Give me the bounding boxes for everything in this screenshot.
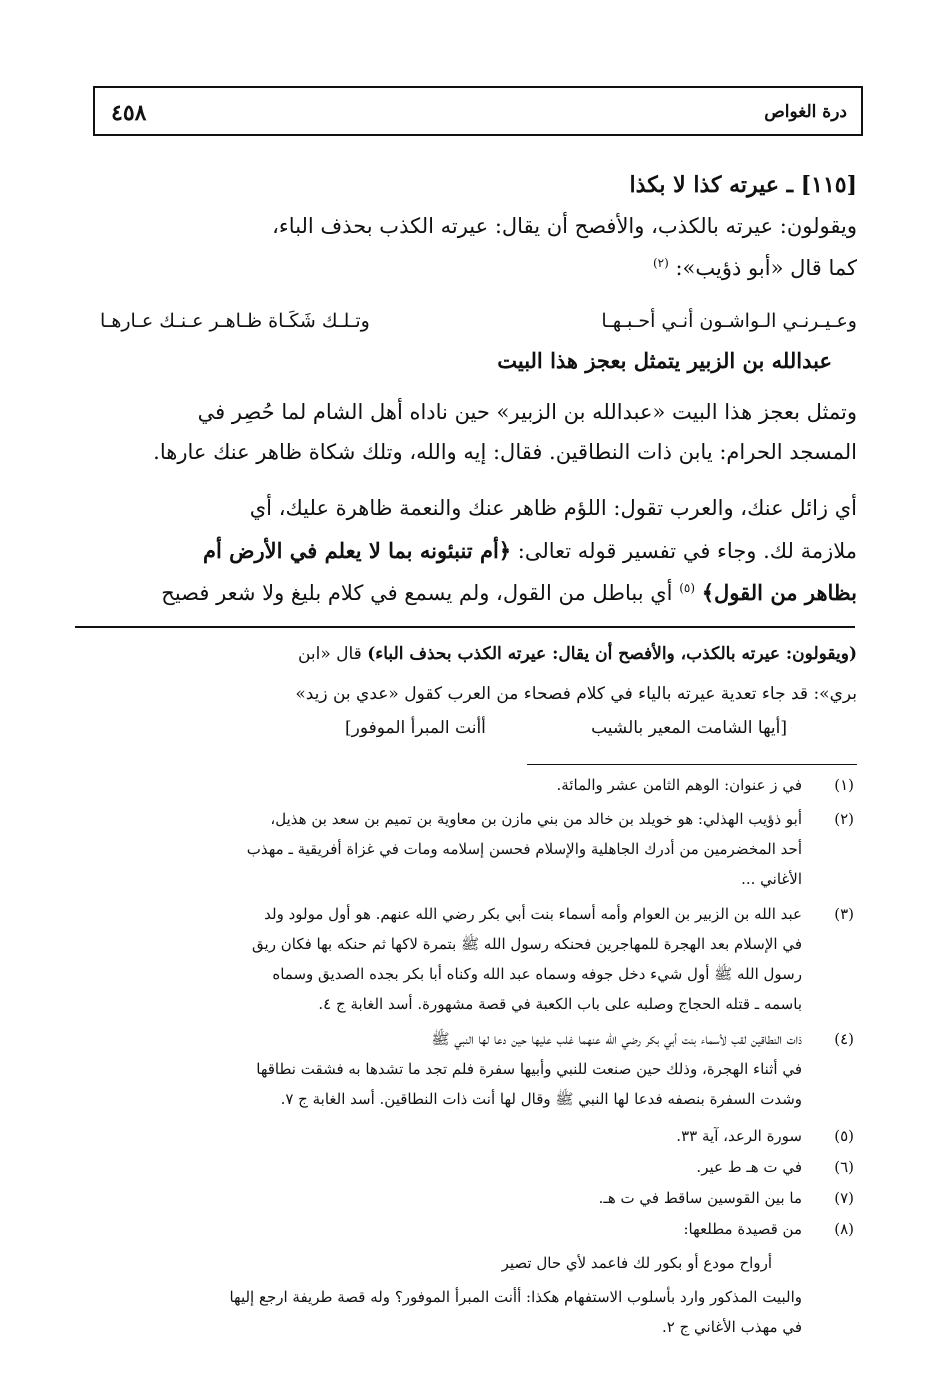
footnote-text: ذات النطاقين لقب لأسماء بنت أبي بكر رضي الله عنهما غلب عليها حين دعا لها النبي ﷺ xyxy=(431,1030,802,1048)
footnote-text: في أثناء الهجرة، وذلك حين صنعت للنبي وأبيها سفرة فلم تجد ما تشدها به فشقت نطاقها xyxy=(256,1060,802,1078)
footnote-text: رسول الله ﷺ أول شيء دخل جوفه وسماه عبد الله وكناه أبا بكر بجده الصديق وسماه xyxy=(272,965,802,983)
verse-first-hemistich: وعـيـرنـي الـواشـون أنـي أحـبـهـا xyxy=(601,310,857,332)
footnote-text: والبيت المذكور وارد بأسلوب الاستفهام هكذا: أأنت المبرأ الموفور؟ وله قصة طريفة ارجع إليها xyxy=(229,1288,802,1306)
footnote-number: (٤) xyxy=(834,1030,854,1048)
footnote-text: الأغاني ... xyxy=(741,870,802,888)
subheading: عبدالله بن الزبير يتمثل بعجز هذا البيت xyxy=(497,348,832,373)
footnote-number: (٣) xyxy=(834,905,854,923)
section-title: [١١٥] ـ عيرته كذا لا بكذا xyxy=(629,172,857,198)
body-line: بظاهر من القول﴾ $^{(٥)}$ أي بباطل من القول، ولم يسمع في كلام بليغ ولا شعر فصيح xyxy=(161,580,857,605)
body-line: ويقولون: عيرته بالكذب، والأفصح أن يقال: عيرته الكذب بحذف الباء، xyxy=(272,214,857,238)
footnote-verse: أرواح مودع أو بكور لك فاعمد لأي حال تصير xyxy=(501,1254,772,1272)
footnote-text: وشدت السفرة بنصفه فدعا لها النبي ﷺ وقال لها أنت ذات النطاقين. أسد الغابة ج ٧. xyxy=(280,1090,802,1108)
footnote-text: في ت هـ ط عير. xyxy=(696,1158,802,1176)
footnote-marker[interactable]: (٢) xyxy=(652,256,669,270)
footnote-text: باسمه ـ قتله الحجاج وصلبه على باب الكعبة في قصة مشهورة. أسد الغابة ج ٤. xyxy=(318,995,802,1013)
body-line: وتمثل بعجز هذا البيت «عبدالله بن الزبير» حين ناداه أهل الشام لما حُصِر في xyxy=(197,400,857,424)
quran-quote-end: بظاهر من القول﴾ xyxy=(701,580,857,605)
footnote-text: ما بين القوسين ساقط في ت هـ. xyxy=(598,1189,802,1207)
footnote-text: سورة الرعد، آية ٣٣. xyxy=(676,1127,802,1145)
body-line: كما قال «أبو ذؤيب»: $^{(٢)}$ xyxy=(652,256,857,280)
footnotes-divider xyxy=(527,764,857,765)
section-divider xyxy=(75,626,855,628)
commentary-verse-first: [أيها الشامت المعير بالشيب xyxy=(591,718,787,738)
body-line: ملازمة لك. وجاء في تفسير قوله تعالى: ﴿أم تنبئونه بما لا يعلم في الأرض أم xyxy=(202,538,857,563)
footnote-text: في ز عنوان: الوهم الثامن عشر والمائة. xyxy=(556,776,802,794)
quran-quote: ﴿أم تنبئونه بما لا يعلم في الأرض أم xyxy=(202,538,512,563)
body-line: أي زائل عنك، والعرب تقول: اللؤم ظاهر عنك والنعمة ظاهرة عليك، أي xyxy=(249,496,857,520)
commentary-line: (ويقولون: عيرته بالكذب، والأفصح أن يقال: عيرته الكذب بحذف الباء) قال «ابن xyxy=(297,644,857,664)
page-number: ٤٥٨ xyxy=(111,100,147,126)
verse-second-hemistich: وتـلـك شَكَـاة ظـاهـر عـنـك عـارهـا xyxy=(100,310,370,332)
footnote-text: في الإسلام بعد الهجرة للمهاجرين فحنكه رسول الله ﷺ بتمرة لاكها ثم حنكه بها فكان ريق xyxy=(252,935,802,953)
footnote-text: عبد الله بن الزبير بن العوام وأمه أسماء بنت أبي بكر رضي الله عنهم. هو أول مولود ولد xyxy=(264,905,802,923)
footnote-text: في مهذب الأغاني ج ٢. xyxy=(661,1318,802,1336)
footnote-text: من قصيدة مطلعها: xyxy=(683,1220,802,1238)
commentary-verse-second: أأنت المبرأ الموفور] xyxy=(345,718,486,738)
running-header xyxy=(93,86,863,136)
body-line: المسجد الحرام: يابن ذات النطاقين. فقال: إيه والله، وتلك شكاة ظاهر عنك عارها. xyxy=(153,440,857,464)
footnote-text: أبو ذؤيب الهذلي: هو خويلد بن خالد من بني مازن بن معاوية بن تميم بن سعد بن هذيل، xyxy=(270,810,802,828)
footnote-number: (١) xyxy=(834,776,854,794)
header-title: درة الغواص xyxy=(764,102,847,122)
footnote-number: (٢) xyxy=(834,810,854,828)
footnote-number: (٥) xyxy=(834,1127,854,1145)
footnote-number: (٧) xyxy=(834,1189,854,1207)
commentary-line: بري»: قد جاء تعدية عيرته بالياء في كلام فصحاء من العرب كقول «عدي بن زيد» xyxy=(295,684,857,704)
footnote-number: (٨) xyxy=(834,1220,854,1238)
footnote-marker[interactable]: (٥) xyxy=(679,581,696,595)
footnote-number: (٦) xyxy=(834,1158,854,1176)
footnote-text: أحد المخضرمين من أدرك الجاهلية والإسلام فحسن إسلامه ومات في غزاة أفريقية ـ مهذب xyxy=(246,840,802,858)
